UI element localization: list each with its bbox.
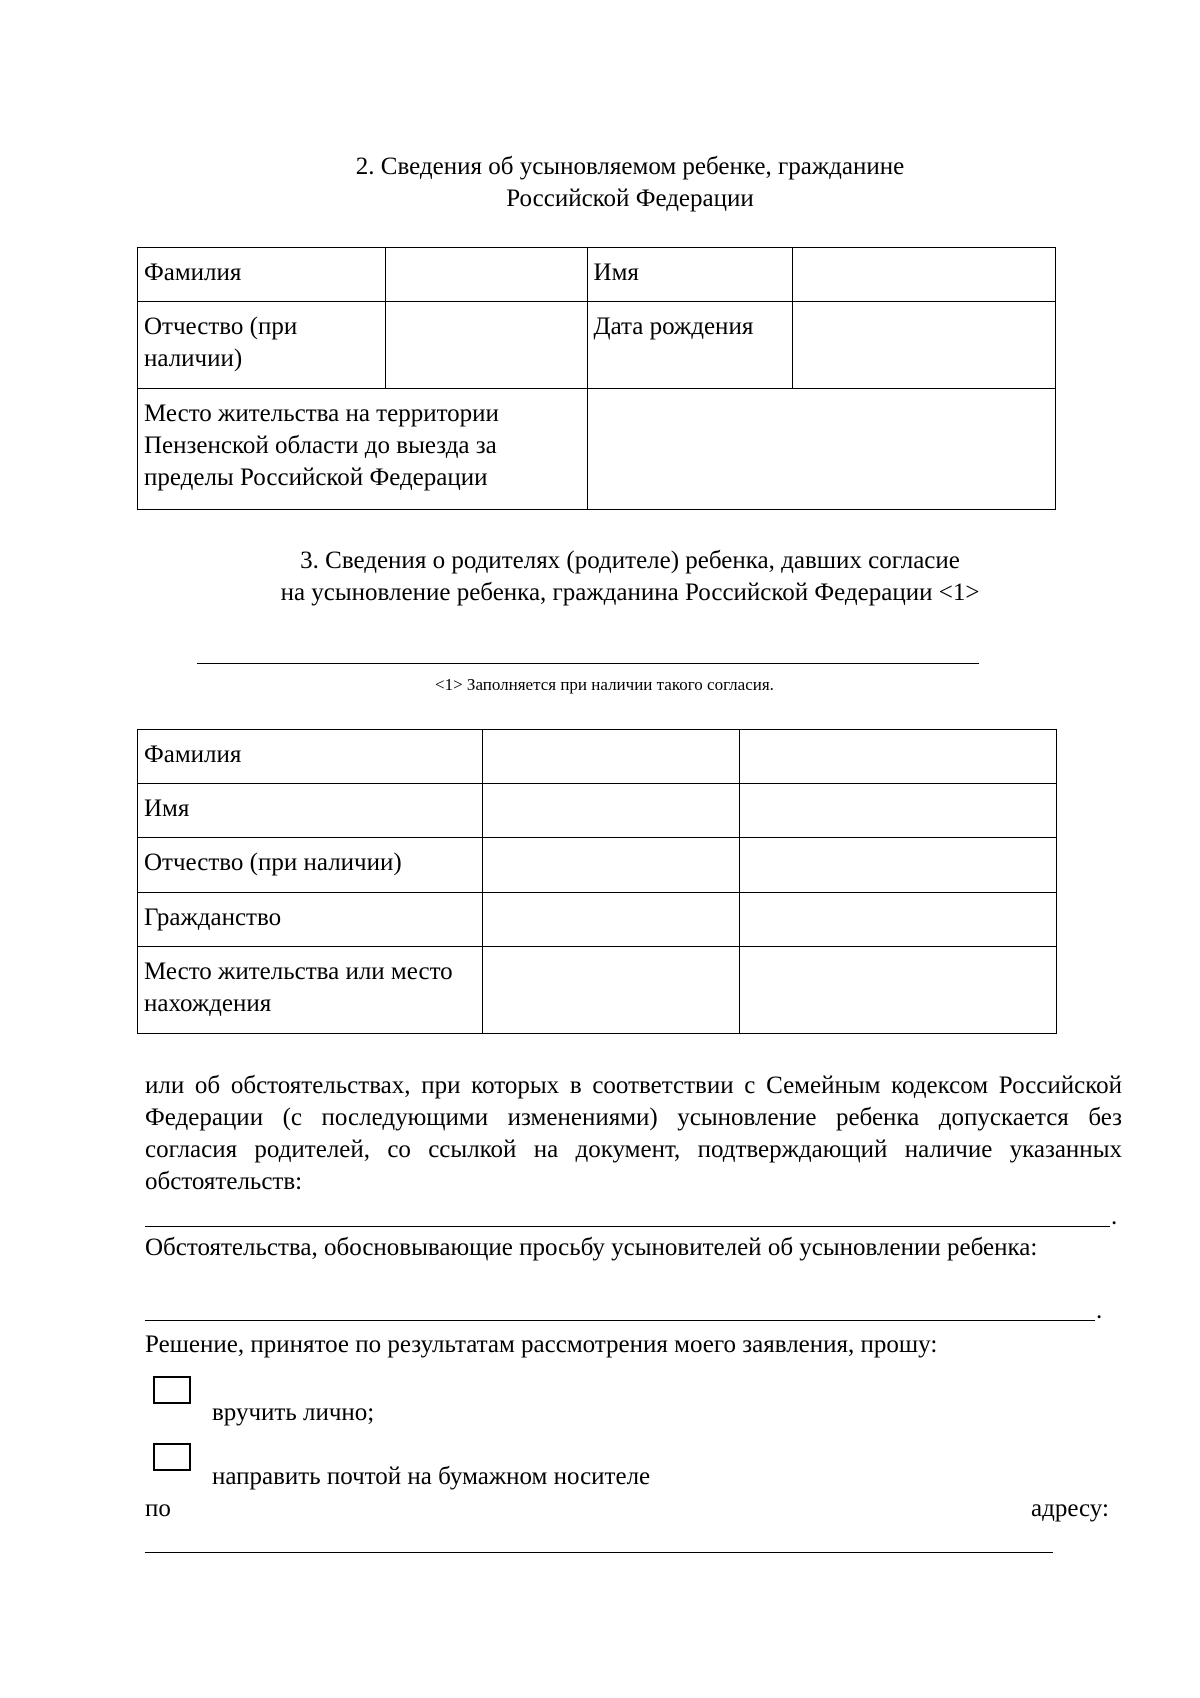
residence-field[interactable] bbox=[587, 389, 1055, 510]
circumstances-fill-line[interactable] bbox=[145, 1226, 1110, 1227]
child-info-table bbox=[137, 247, 1056, 510]
parent-residence-label: Место жительства или место нахождения bbox=[138, 947, 483, 1034]
option-personal-checkbox[interactable] bbox=[153, 1376, 191, 1404]
justification-fill-line[interactable] bbox=[145, 1320, 1095, 1321]
address-fill-line[interactable] bbox=[145, 1552, 1053, 1553]
option-mail-checkbox[interactable] bbox=[153, 1443, 191, 1471]
surname-field[interactable] bbox=[385, 248, 587, 302]
justification-paragraph: Обстоятельства, обосновывающие просьбу усыновителей об усыновлении ребенка: bbox=[145, 1234, 1038, 1261]
address-suffix: адресу: bbox=[1031, 1495, 1109, 1522]
parent2-residence-field[interactable] bbox=[740, 947, 1057, 1034]
section2-title bbox=[200, 151, 1060, 215]
name-field[interactable] bbox=[793, 248, 1056, 302]
section3-title-line2: на усыновление ребенка, гражданина Российской Федерации <1> bbox=[280, 579, 980, 606]
parent2-surname-field[interactable] bbox=[740, 730, 1057, 784]
parent1-name-field[interactable] bbox=[482, 784, 740, 838]
parents-info-table bbox=[137, 729, 1057, 1034]
parent1-patronymic-field[interactable] bbox=[482, 838, 740, 893]
option-mail-label: направить почтой на бумажном носителе bbox=[212, 1463, 651, 1490]
birthdate-field[interactable] bbox=[793, 302, 1056, 389]
section3-title bbox=[200, 545, 1060, 609]
birthdate-label: Дата рождения bbox=[587, 302, 793, 389]
address-prefix: по bbox=[145, 1495, 171, 1522]
parent-patronymic-label: Отчество (при наличии) bbox=[138, 838, 483, 893]
table-row bbox=[138, 784, 1057, 838]
circumstances-paragraph: или об обстоятельствах, при которых в соответствии с Семейным кодексом Российской Федерации (с последующими изменениями) усыновление ребенка допускается без согласия родителей, со ссылкой на документ, подтверждающий наличие указанных обстоятельств: bbox=[145, 1072, 1122, 1195]
section3-title-line1: 3. Сведения о родителях (родителе) ребенка, давших согласие bbox=[300, 547, 960, 574]
circumstances-period: . bbox=[1111, 1203, 1118, 1230]
surname-label: Фамилия bbox=[138, 248, 386, 302]
parent-name-label: Имя bbox=[138, 784, 483, 838]
footnote-separator bbox=[197, 663, 979, 664]
decision-text: Решение, принятое по результатам рассмотрения моего заявления, прошу: bbox=[145, 1331, 938, 1358]
footnote-text: <1> Заполняется при наличии такого согласия. bbox=[435, 675, 774, 694]
parent2-name-field[interactable] bbox=[740, 784, 1057, 838]
table-row bbox=[138, 947, 1057, 1034]
parent-surname-label: Фамилия bbox=[138, 730, 483, 784]
table-row bbox=[138, 838, 1057, 893]
parent1-surname-field[interactable] bbox=[482, 730, 740, 784]
patronymic-field[interactable] bbox=[385, 302, 587, 389]
table-row bbox=[138, 730, 1057, 784]
section2-title-line1: 2. Сведения об усыновляемом ребенке, гражданине bbox=[355, 153, 905, 180]
table-row bbox=[138, 893, 1057, 947]
name-label: Имя bbox=[587, 248, 793, 302]
section2-title-line2: Российской Федерации bbox=[506, 185, 754, 212]
residence-label: Место жительства на территории Пензенской области до выезда за пределы Российской Федерации bbox=[138, 389, 588, 510]
parent-citizenship-label: Гражданство bbox=[138, 893, 483, 947]
parent2-citizenship-field[interactable] bbox=[740, 893, 1057, 947]
patronymic-label: Отчество (при наличии) bbox=[138, 302, 386, 389]
parent1-residence-field[interactable] bbox=[482, 947, 740, 1034]
option-personal-label: вручить лично; bbox=[212, 1399, 375, 1426]
parent1-citizenship-field[interactable] bbox=[482, 893, 740, 947]
justification-period: . bbox=[1096, 1297, 1103, 1324]
parent2-patronymic-field[interactable] bbox=[740, 838, 1057, 893]
